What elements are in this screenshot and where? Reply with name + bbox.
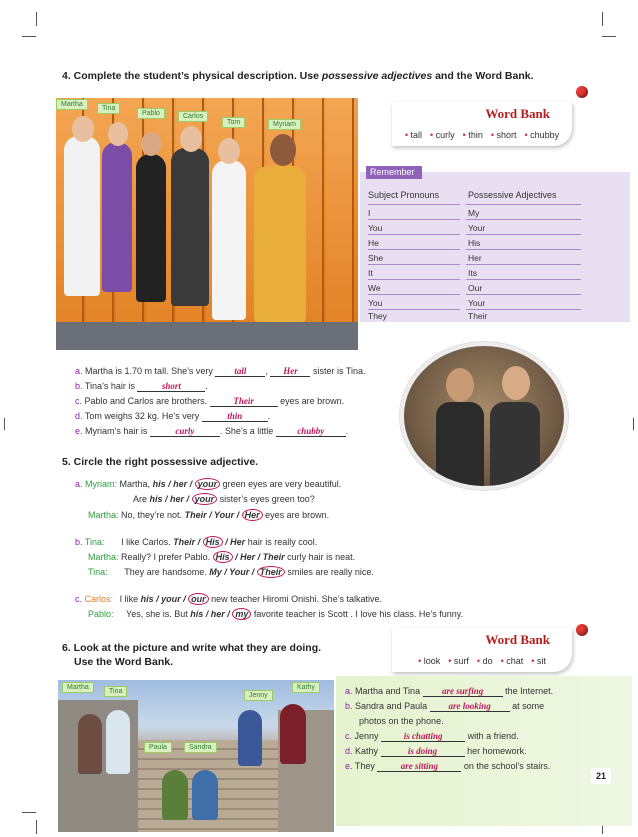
ex4-title: 4. Complete the student’s physical description. Use possessive adjectives and the Word Bank. bbox=[62, 70, 534, 82]
label-kathy: Kathy bbox=[292, 682, 320, 693]
page-number: 21 bbox=[591, 768, 611, 784]
students-photo bbox=[56, 98, 358, 350]
label-tom: Tom bbox=[222, 117, 245, 128]
ex5-c-line2: Pablo: Yes, she is. But his / her / my favorite teacher is Scott . I love his class. He’s funny. bbox=[88, 609, 464, 619]
ex5-b-line3: Tina: They are handsome. My / Your / Their smiles are really nice. bbox=[88, 567, 374, 577]
remember-title: Remember bbox=[366, 166, 422, 179]
ex5-c-line1: c. Carlos: I like his / your / our new teacher Hiromi Onishi. She’s talkative. bbox=[75, 594, 383, 604]
label-martha: Martha bbox=[56, 99, 88, 110]
ex6-item-b: b. Sandra and Paula are looking at some bbox=[345, 701, 545, 711]
remember-table: Subject Pronouns Possessive Adjectives I My You Your He His She Her It Its We Our You Your They Their bbox=[368, 190, 590, 320]
ex4-item-b: b. Tina’s hair is short . bbox=[75, 381, 208, 391]
pin-icon bbox=[576, 86, 588, 98]
ex6-item-a: a. Martha and Tina are surfing the Internet. bbox=[345, 686, 554, 696]
ex5-title: 5. Circle the right possessive adjective. bbox=[62, 456, 259, 468]
ex6-item-c: c. Jenny is chatting with a friend. bbox=[345, 731, 519, 741]
ex5-b-line2: Martha: Really? I prefer Pablo. His / Her / Their curly hair is neat. bbox=[88, 552, 356, 562]
word-bank-4: Word Bank • tall• curly• thin• short• chubby bbox=[392, 102, 572, 146]
label-jenny: Jenny bbox=[244, 690, 273, 701]
ex6-item-b-cont: photos on the phone. bbox=[359, 716, 444, 726]
ex5-a-line2: Are his / her / your sister’s eyes green too? bbox=[133, 494, 315, 504]
ex4-item-a: a. Martha is 1.70 m tall. She’s very tall , Her sister is Tina. bbox=[75, 366, 366, 376]
ex5-a-line1: a. Myriam: Martha, his / her / your green eyes are very beautiful. bbox=[75, 479, 342, 489]
stairs-photo bbox=[58, 680, 334, 832]
word-bank-6: Word Bank • look• surf• do• chat• sit bbox=[392, 628, 572, 672]
label-tina-2: Tina bbox=[104, 686, 127, 697]
ex5-b-line1: b. Tina: I like Carlos. Their / His / Her hair is really cool. bbox=[75, 537, 318, 547]
ex6-title-1: 6. Look at the picture and write what they are doing. bbox=[62, 642, 322, 654]
label-sandra: Sandra bbox=[184, 742, 217, 753]
ex4-item-d: d. Tom weighs 32 kg. He’s very thin . bbox=[75, 411, 271, 421]
ex5-a-line3: Martha: No, they’re not. Their / Your / Her eyes are brown. bbox=[88, 510, 330, 520]
ex6-item-d: d. Kathy is doing her homework. bbox=[345, 746, 527, 756]
ex6-item-e: e. They are sitting on the school’s stairs. bbox=[345, 761, 551, 771]
label-tina: Tina bbox=[97, 103, 120, 114]
ex6-title-2: Use the Word Bank. bbox=[74, 656, 173, 668]
ex4-item-c: c. Pablo and Carlos are brothers. Their eyes are brown. bbox=[75, 396, 345, 406]
pin-icon bbox=[576, 624, 588, 636]
label-paula: Paula bbox=[144, 742, 172, 753]
label-martha-2: Martha bbox=[62, 682, 94, 693]
label-myriam: Myriam bbox=[268, 119, 301, 130]
label-carlos: Carlos bbox=[178, 111, 208, 122]
boys-photo bbox=[400, 342, 568, 490]
ex4-item-e: e. Myriam’s hair is curly . She’s a little chubby . bbox=[75, 426, 349, 436]
label-pablo: Pablo bbox=[137, 108, 165, 119]
